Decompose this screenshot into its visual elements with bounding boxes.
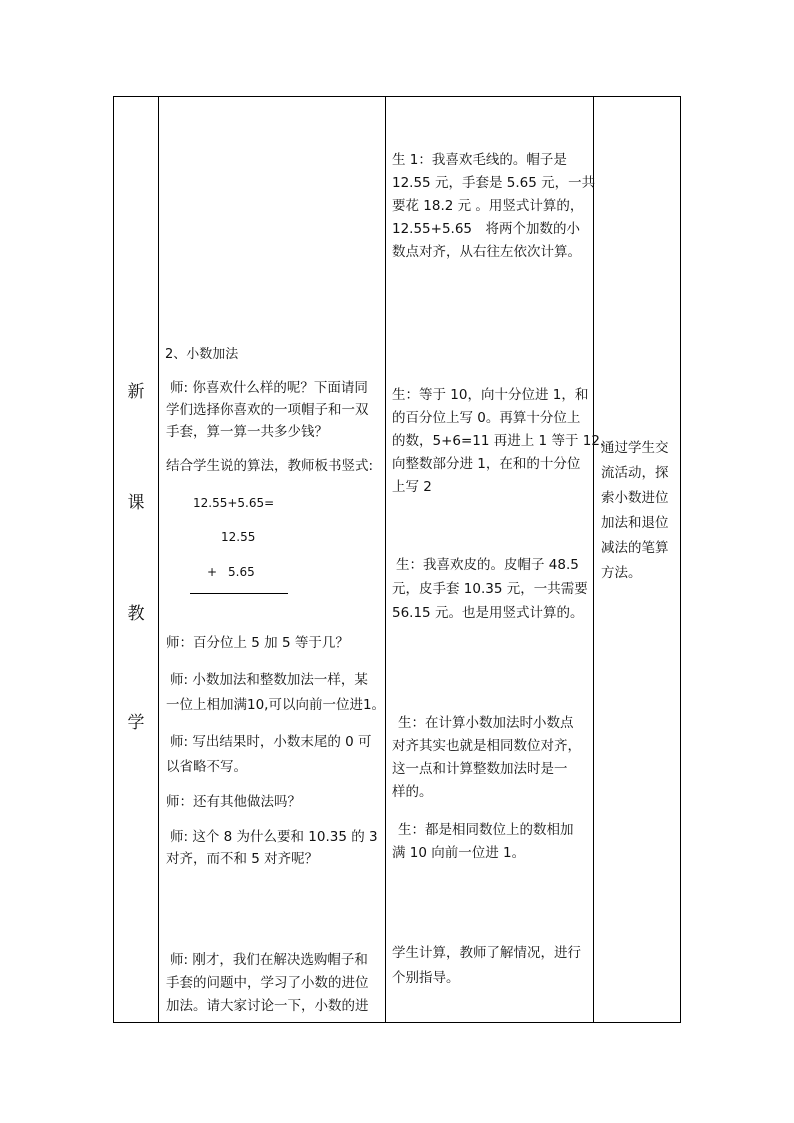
intent-line: 减法的笔算 bbox=[601, 540, 669, 556]
teacher-line: 加法。请大家讨论一下，小数的进 bbox=[166, 998, 369, 1014]
student-line: 个别指导。 bbox=[392, 970, 460, 986]
student-line: 数点对齐，从右往左依次计算。 bbox=[392, 244, 581, 260]
student-line: 12.55 元，手套是 5.65 元，一共 bbox=[392, 175, 596, 191]
intent-line: 方法。 bbox=[601, 565, 642, 581]
teacher-line: 以省略不写。 bbox=[166, 759, 247, 775]
student-line: 生：都是相同数位上的数相加 bbox=[398, 822, 574, 838]
teacher-line: 师: 你喜欢什么样的呢？下面请同 bbox=[170, 380, 368, 396]
board-plus-sign: + bbox=[207, 565, 218, 579]
student-line: 对齐其实也就是相同数位对齐， bbox=[392, 738, 581, 754]
board-number: 12.55 bbox=[221, 530, 256, 544]
student-line: 生：我喜欢皮的。皮帽子 48.5 bbox=[396, 557, 579, 573]
teacher-line: 对齐，而不和 5 对齐呢？ bbox=[166, 851, 319, 867]
student-line: 上写 2 bbox=[392, 479, 432, 495]
student-line: 生：在计算小数加法时小数点 bbox=[398, 715, 574, 731]
lesson-plan-table bbox=[113, 96, 681, 1023]
teacher-line: 一位上相加满10,可以向前一位进1。 bbox=[166, 697, 386, 713]
student-line: 满 10 向前一位进 1。 bbox=[392, 845, 526, 861]
section-label-char: 教 bbox=[127, 604, 145, 624]
student-line: 这一点和计算整数加法时是一 bbox=[392, 761, 568, 777]
student-line: 12.55+5.65 将两个加数的小 bbox=[392, 221, 581, 237]
teacher-line: 师: 小数加法和整数加法一样，某 bbox=[170, 672, 368, 688]
teacher-line: 手套，算一算一共多少钱？ bbox=[166, 424, 328, 440]
intent-line: 加法和退位 bbox=[601, 515, 669, 531]
section-title: 2、小数加法 bbox=[165, 347, 239, 362]
teacher-line: 结合学生说的算法，教师板书竖式: bbox=[166, 458, 374, 474]
teacher-line: 师：百分位上 5 加 5 等于几？ bbox=[166, 635, 349, 651]
student-line: 要花 18.2 元 。用竖式计算的， bbox=[392, 198, 584, 214]
teacher-line: 师: 写出结果时，小数末尾的 0 可 bbox=[170, 734, 372, 750]
teacher-line: 师：还有其他做法吗？ bbox=[166, 794, 301, 810]
board-sum-line bbox=[190, 593, 288, 594]
student-line: 56.15 元。也是用竖式计算的。 bbox=[392, 605, 584, 621]
student-line: 的数，5+6=11 再进上 1 等于 12， bbox=[392, 433, 614, 449]
teacher-line: 师: 刚才，我们在解决选购帽子和 bbox=[170, 952, 368, 968]
intent-line: 索小数进位 bbox=[601, 490, 669, 506]
student-line: 元，皮手套 10.35 元，一共需要 bbox=[392, 581, 588, 597]
student-line: 学生计算，教师了解情况，进行 bbox=[392, 945, 581, 961]
board-number: 5.65 bbox=[228, 565, 255, 579]
intent-line: 流活动，探 bbox=[601, 465, 669, 481]
student-line: 样的。 bbox=[392, 784, 433, 800]
intent-line: 通过学生交 bbox=[601, 440, 669, 456]
student-line: 向整数部分进 1，在和的十分位 bbox=[392, 456, 581, 472]
section-label-char: 新 bbox=[127, 382, 145, 402]
column-divider bbox=[158, 97, 159, 1022]
teacher-line: 学们选择你喜欢的一项帽子和一双 bbox=[166, 402, 369, 418]
student-line: 的百分位上写 0。再算十分位上 bbox=[392, 410, 581, 426]
student-line: 生 1：我喜欢毛线的。帽子是 bbox=[392, 152, 567, 168]
column-divider bbox=[385, 97, 386, 1022]
student-line: 生：等于 10，向十分位进 1，和 bbox=[392, 387, 589, 403]
teacher-line: 手套的问题中，学习了小数的进位 bbox=[166, 975, 369, 991]
teacher-line: 师: 这个 8 为什么要和 10.35 的 3 bbox=[170, 829, 378, 845]
column-divider bbox=[593, 97, 594, 1022]
section-label-char: 学 bbox=[127, 713, 145, 733]
board-expression: 12.55+5.65= bbox=[193, 496, 275, 510]
section-label-char: 课 bbox=[127, 493, 145, 513]
